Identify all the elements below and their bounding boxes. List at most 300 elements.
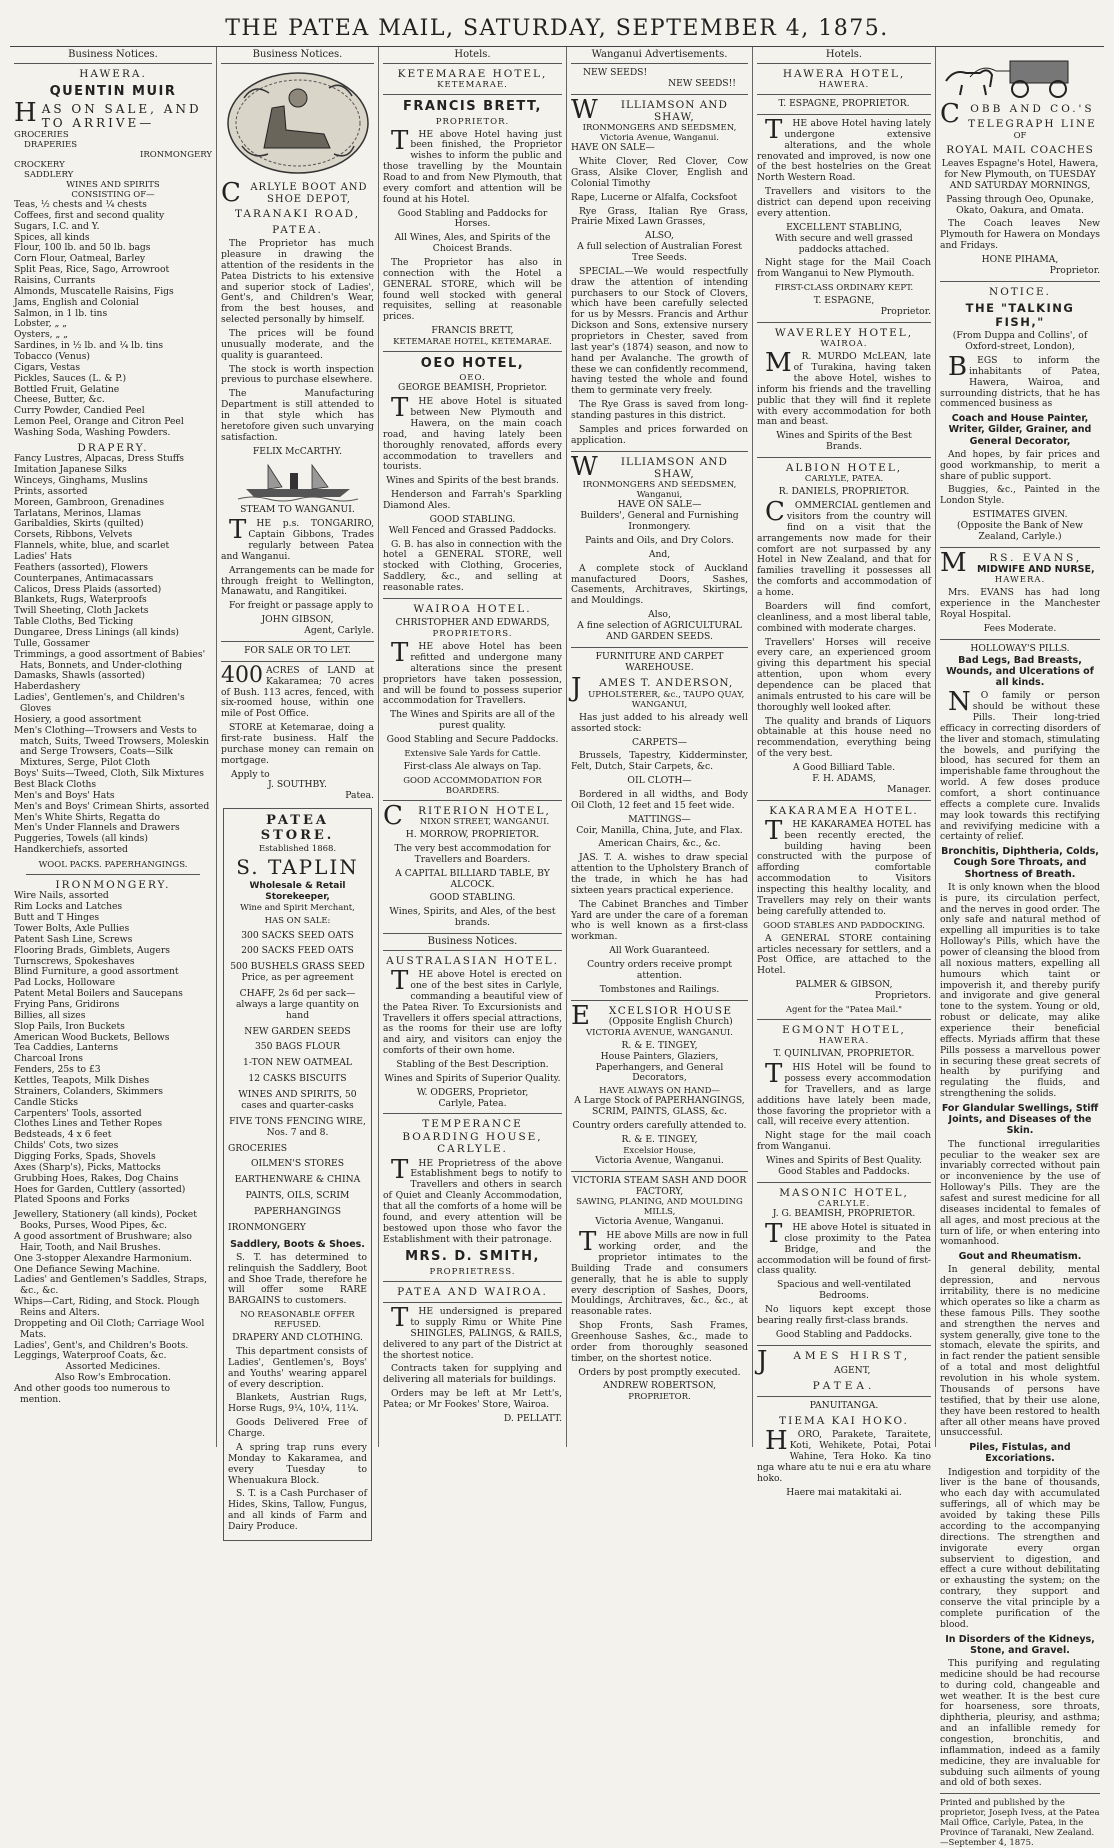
- paragraph: It is only known when the blood is pure, its circulation perfect, and the nerves in good order. The only safe and natural method of expelling all impurities is to take Holloway's Pills, which have the power of cleansing the blood from all noxious matters, expelling all humours which taint or impoverish it, and thereby purify and invigorate and give general tone to the system. Young or old, robust or delicate, may alike experience their beneficial effects. Myriads affirm that these Pills possess a marvellous power in securing these great secrets of health by purifying and regulating the fluids, and strengthening the solids.: [940, 881, 1100, 1100]
- list-item: Rim Locks and Latches: [14, 901, 123, 913]
- signature: FELIX McCARTHY.: [252, 445, 343, 457]
- holloway-heading: Gout and Rheumatism.: [958, 1251, 1082, 1263]
- paragraph: A fine selection of AGRICULTURAL AND GARDEN SEEDS.: [577, 620, 742, 642]
- paragraph: A Large Stock of PAPERHANGINGS, SCRIM, PAINTS, GLASS, &c.: [574, 1095, 745, 1118]
- intro: HAS ON SALE, AND TO ARRIVE—: [14, 97, 202, 130]
- misc-list: [14, 1210, 212, 1405]
- paragraph: Wines and Spirits of the best brands.: [386, 475, 559, 487]
- list-item: Almonds, Muscatelle Raisins, Figs: [14, 285, 174, 297]
- paragraph: A Good Billiard Table.: [792, 761, 895, 773]
- hotel-place: WAIROA.: [820, 339, 868, 350]
- list-item: Garibaldies, Skirts (quilted): [14, 518, 144, 530]
- paragraph: The very best accommodation for Travellers and Boarders.: [394, 842, 551, 865]
- signature: Proprietors.: [874, 989, 931, 1001]
- list-item: Bedsteads, 4 x 6 feet: [14, 1129, 112, 1141]
- paragraph: Orders may be left at Mr Lett's, Patea; or Mr Fookes' Store, Wairoa.: [383, 1388, 562, 1411]
- list-item: One Defiance Sewing Machine.: [14, 1263, 161, 1275]
- list-item: Bottled Fruit, Gelatine: [14, 383, 120, 395]
- paragraph: A complete stock of Auckland manufactured Doors, Sashes, Casements, Architraves, Skirtings, and Mouldings.: [571, 562, 748, 607]
- paragraph: SPECIAL.—We would respectfully draw the attention of intending purchasers to our Stock of Clovers, which have been carefully selected for us by Messrs. Francis and Arthur Dickson and Sons, extensive nursery proprietors in Chester, saved from last year's (1874) season, and now to hand per Avalanche. The growth of these we can confidently recommend, having tested the whole and found them to germinate very freely.: [571, 265, 748, 397]
- hotel-title: ALBION HOTEL,: [785, 461, 903, 474]
- drapery-list: [14, 454, 212, 856]
- paragraph: Good Stabling and Paddocks for Horses.: [397, 207, 548, 230]
- list-item: Assorted Medicines.: [65, 1361, 161, 1373]
- list-item: Carpenters' Tools, assorted: [14, 1107, 142, 1119]
- subheading: CARPETS—: [631, 736, 688, 748]
- paragraph: COMMERCIAL gentlemen and visitors from the country will find on a visit that the arrangements now made for their comfort are not surpassed by any Hotel in New Zealand, and that for families travelling it possesses all the comforts and accommodation of a home.: [757, 497, 931, 599]
- store-category: GROCERIES: [228, 1142, 288, 1154]
- store-has-on-sale: HAS ON SALE:: [264, 915, 331, 926]
- paragraph: Apply to: [231, 768, 270, 780]
- talking-fish-title: THE "TALKING FISH,": [965, 301, 1075, 329]
- store-item: 200 SACKS FEED OATS: [241, 945, 354, 957]
- proprietress-name: MRS. D. SMITH,: [405, 1249, 540, 1265]
- list-item: Prints, assorted: [14, 485, 88, 497]
- paragraph: Country orders carefully attended to.: [572, 1120, 747, 1132]
- list-item: Teas, ½ chests and ¼ chests: [14, 198, 147, 210]
- store-category: PAINTS, OILS, SCRIM: [245, 1190, 350, 1202]
- paragraph: Samples and prices forwarded on application.: [571, 423, 748, 446]
- category: IRONMONGERY: [139, 149, 212, 160]
- paragraph: Brussels, Tapestry, Kidderminster, Felt, Dutch, Stair Carpets, &c.: [571, 750, 748, 773]
- notice-heading: NOTICE.: [989, 285, 1051, 298]
- hotel-place: HAWERA.: [818, 1036, 870, 1047]
- steam-title: STEAM TO WANGANUI.: [240, 504, 355, 516]
- paragraph: The Coach leaves New Plymouth for Hawera on Mondays and Fridays.: [940, 218, 1100, 252]
- signature: W. ODGERS, Proprietor,: [416, 1086, 529, 1098]
- paragraph: This purifying and regulating medicine should be had recourse to during cold, changeable and wet weather. It is the best cure for hoarseness, sore throats, diphtheria, pleurisy, and asthma; and an infallible remedy for congestion, bronchitis, and inflammation, indeed as a family medicine, they are invaluable for subduing such ailments of young and old of both sexes.: [940, 1657, 1100, 1789]
- agent-note: Agent for the "Patea Mail.": [785, 1004, 903, 1015]
- paragraph: Orders by post promptly executed.: [578, 1366, 741, 1378]
- column-5: [752, 47, 935, 1498]
- grocery-list: [14, 200, 212, 439]
- paragraph: The prices will be found unusually moderate, and the quality is guaranteed.: [221, 328, 374, 361]
- drapery-clothing-heading: DRAPERY AND CLOTHING.: [232, 1332, 363, 1344]
- list-item: Wire Nails, assorted: [14, 890, 109, 902]
- hotel-place: KETEMARAE.: [437, 80, 508, 91]
- list-item: Damasks, Shawls (assorted): [14, 670, 146, 682]
- acreage: 400: [221, 662, 263, 688]
- carlyle-title: CARLYLE BOOT AND SHOE DEPOT,: [221, 177, 368, 208]
- paragraph: Extensive Sale Yards for Cattle.: [404, 748, 541, 759]
- holloway-heading: Bad Legs, Bad Breasts, Wounds, and Ulcerations of all kinds.: [946, 654, 1094, 689]
- paragraph: (Opposite the Bank of New Zealand, Carlyle.): [957, 520, 1083, 542]
- store-owner: S. TAPLIN: [236, 854, 359, 879]
- paragraph: Goods Delivered Free of Charge.: [228, 1417, 367, 1440]
- also: ALSO,: [645, 230, 674, 242]
- paragraph: THE undersigned is prepared to supply Rimu or White Pine SHINGLES, PALINGS, & RAILS, delivered to any part of the District at the shortest notice.: [383, 1303, 562, 1361]
- list-item: Also Row's Embrocation.: [54, 1372, 172, 1384]
- list-item: Sardines, in ½ lb. and ¼ lb. tins: [14, 340, 164, 352]
- list-item: Coffees, first and second quality: [14, 209, 165, 221]
- hotel-place: CARLYLE.: [817, 1199, 871, 1210]
- hotel-title: KETEMARAE HOTEL,: [397, 67, 548, 80]
- coach-of: OF: [1013, 130, 1027, 141]
- list-item: Blind Furniture, a good assortment: [14, 966, 179, 978]
- column-header: Business Notices.: [14, 47, 212, 64]
- coach-title: COBB AND CO.'S: [940, 99, 1095, 129]
- list-item: Salmon, in 1 lb. tins: [14, 307, 108, 319]
- paragraph: A full selection of Australian Forest Tree Seeds.: [577, 241, 742, 264]
- paragraph: Passing through Oeo, Opunake, Okato, Oakura, and Omata.: [946, 193, 1094, 216]
- column-header: Business Notices.: [221, 47, 374, 64]
- paragraph: White Clover, Red Clover, Cow Grass, Alsike Clover, English and Colonial Timothy: [571, 156, 748, 189]
- list-item: Childs' Cots, two sizes: [14, 1140, 119, 1152]
- column-header: Hotels.: [383, 47, 562, 64]
- store-item: NEW GARDEN SEEDS: [244, 1025, 351, 1037]
- carlyle-town: PATEA.: [272, 223, 323, 236]
- hotel-title: HAWERA HOTEL,: [782, 67, 906, 80]
- paragraph: GOOD STABLING.: [429, 892, 516, 904]
- paragraph: Contracts taken for supplying and delivering all materials for buildings.: [383, 1363, 562, 1386]
- paragraph: THE above Hotel is situated in close proximity to the Patea Bridge, and the accommodation will be found of first-class quality.: [757, 1218, 931, 1277]
- proprietor: T. ESPAGNE, PROPRIETOR.: [778, 98, 910, 110]
- paragraph: Travellers' Horses will receive every care, an experienced groom giving this department his special attention, upon whom every dependence can be placed that animals entrusted to his care will be thoroughly well looked after.: [757, 636, 931, 713]
- paragraph: Buggies, &c., Painted in the London Style.: [940, 484, 1100, 507]
- paragraph: THE above Hotel is erected on one of the best sites in Carlyle, commanding a beautiful view of the Patea River. To Excursionists and Travellers it offers special attractions, as the rooms for their use are lofty and airy, and visitors can enjoy the comforts of their own home.: [383, 966, 562, 1057]
- list-item: Moreen, Gambroon, Grenadines: [14, 496, 165, 508]
- paragraph: Country orders receive prompt attention.: [587, 959, 732, 981]
- column-4: [566, 47, 752, 1447]
- list-item: Sugars, I.C. and Y.: [14, 220, 100, 232]
- paragraph: American Chairs, &c., &c.: [598, 838, 721, 850]
- paragraph: JAS. T. A. wishes to draw special attention to the Upholstery Branch of the trade, in which he has had sixteen years practical experience.: [571, 852, 748, 896]
- paragraph: Fees Moderate.: [983, 622, 1057, 634]
- list-item: Flour, 100 lb. and 50 lb. bags: [14, 242, 151, 254]
- paragraph: In general debility, mental depression, and nervous irritability, there is no medicine which operates so like a charm as these famous Pills. They soothe and strengthen the nerves and system generally, give tone to the stomach, elevate the spirits, and in fact render the patient sensible of a total and most delightful revolution in his whole system. Thousands of persons have testified, that by their use alone, they have been restored to health after all other means have proved unsuccessful.: [940, 1264, 1100, 1439]
- have-on-sale: HAVE ON SALE—: [617, 499, 702, 511]
- list-item: Oysters, „ „: [14, 329, 68, 341]
- list-item: Ladies', Gent's, and Children's Boots.: [14, 1339, 189, 1351]
- signature: R. & E. TINGEY,: [621, 1133, 698, 1145]
- proprietor: GEORGE BEAMISH, Proprietor.: [397, 382, 548, 394]
- paragraph: THE above Hotel having just been finished, the Proprietor wishes to inform the public and those travelling by the Mountain Road to and from New Plymouth, that every comfort and attention will be found at his Hotel.: [383, 125, 562, 205]
- paragraph: Travellers and visitors to the district can depend upon receiving every attention.: [757, 186, 931, 219]
- firm-sub: UPHOLSTERER, &c., TAUPO QUAY, WANGANUI,: [588, 689, 745, 710]
- proprietor-name: FRANCIS BRETT,: [402, 99, 542, 115]
- list-item: Axes (Sharp's), Picks, Mattocks: [14, 1161, 161, 1173]
- holloway-heading: In Disorders of the Kidneys, Stone, and Gravel.: [945, 1633, 1095, 1656]
- list-item: Cheese, Butter, &c.: [14, 394, 105, 406]
- paragraph: Mrs. EVANS has had long experience in the Manchester Royal Hospital.: [940, 587, 1100, 621]
- store-item: WINES AND SPIRITS, 50 cases and quarter-casks: [238, 1089, 357, 1111]
- sale-text: ACRES of LAND at Kakaramea; 70 acres of Bush. 113 acres, fenced, with six-roomed house, within one mile of Post Office.: [221, 664, 374, 720]
- section-heading: DRAPERY.: [77, 441, 149, 454]
- signature: Manager.: [887, 783, 931, 795]
- coach-royal: ROYAL MAIL COACHES: [946, 143, 1094, 156]
- paragraph: Good Stabling and Secure Paddocks.: [386, 733, 559, 745]
- midwife-role: MIDWIFE AND NURSE,: [977, 564, 1095, 576]
- paragraph: THE KAKARAMEA HOTEL has been recently erected, the building having been constructed with the purpose of affording comfortable accommodation to Visitors inspecting this healthy locality, and Travellers may rely on their wants being carefully attended to.: [757, 815, 931, 917]
- list-item: Tarlatans, Merinos, Llamas: [14, 507, 141, 519]
- paragraph: GOOD STABLES AND PADDOCKING.: [763, 920, 925, 931]
- house-title: TEMPERANCE BOARDING HOUSE, CARLYLE.: [402, 1118, 543, 1156]
- list-item: Puggeries, Towels (all kinds): [14, 833, 148, 845]
- list-item: Patent Metal Boilers and Saucepans: [14, 988, 183, 1000]
- paragraph: Arrangements can be made for through freight to Wellington, Manawatu, and Rangitikei.: [221, 564, 374, 598]
- paragraph: THE p.s. TONGARIRO, Captain Gibbons, Trades regularly between Patea and Wanganui.: [221, 515, 374, 562]
- hotel-title: WAIROA HOTEL.: [413, 602, 532, 615]
- paragraph: NO family or person should be without these Pills. Their long-tried efficacy in correcting disorders of the liver and stomach, stimulating the bowels, and purifying the blood, has secured for them an imperishable fame throughout the world. A few doses produce comfort, a short continuance effects a complete cure. Invalids may look towards this rectifying and revivifying medicine with a certainty of relief.: [940, 687, 1100, 843]
- list-item: Men's Clothing—Trowsers and Vests to match, Suits, Tweed Trowsers, Moleskin and Serge Trowsers, Coats—Silk Mixtures, Serge, Pilot Cloth: [14, 724, 209, 769]
- hotel-title: EGMONT HOTEL,: [782, 1023, 906, 1036]
- paragraph: The stock is worth inspection previous to purchase elsewhere.: [221, 363, 374, 386]
- signature: D. PELLATT.: [503, 1412, 562, 1424]
- list-item: Pad Locks, Holloware: [14, 977, 116, 989]
- list-item: Grubbing Hoes, Rakes, Dog Chains: [14, 1172, 179, 1184]
- list-item: Leggings, Waterproof Coats, &c.: [14, 1350, 167, 1362]
- masthead: THE PATEA MAIL, SATURDAY, SEPTEMBER 4, 1875.: [225, 16, 889, 41]
- list-item: Pickles, Sauces (L. & P.): [14, 372, 127, 384]
- paragraph: THE above Hotel is situated between New Plymouth and Hawera, on the main coach road, and having lately been thoroughly renovated, affords every accommodation to travellers and tourists.: [383, 393, 562, 473]
- paragraph: Wines and Spirits of the Best Brands.: [776, 430, 912, 453]
- paragraph: The Proprietor has also in connection with the Hotel a GENERAL STORE, which will be found well stocked with general requisites, selling at reasonable prices.: [383, 256, 562, 323]
- subheading: OIL CLOTH—: [627, 775, 692, 787]
- paragraph: The Wines and Spirits are all of the purest quality.: [390, 709, 555, 732]
- list-item: Ladies', Gentlemen's, and Children's Gloves: [14, 692, 185, 714]
- column-2: [216, 47, 378, 1532]
- column-header: Hotels.: [757, 47, 931, 64]
- paragraph: THE above Hotel having lately undergone extensive alterations, and the whole renovated and improved, is now one of the best hostelries on the Great North Western Road.: [757, 115, 931, 184]
- signature: Proprietor.: [880, 305, 931, 317]
- list-item: Hoes for Garden, Cuttlery (assorted): [14, 1183, 186, 1195]
- signature: Agent, Carlyle.: [304, 625, 374, 637]
- firm-title: WILLIAMSON AND SHAW,: [571, 451, 728, 482]
- paragraph: First-class Ale always on Tap.: [403, 760, 542, 772]
- agent-name: JAMES HIRST,: [757, 1345, 912, 1376]
- hotel-title: WAVERLEY HOTEL,: [774, 326, 914, 339]
- paragraph: Good Stabling and Paddocks.: [775, 1328, 913, 1340]
- firm-sub: IRONMONGERS AND SEEDSMEN, Wanganui,: [582, 480, 737, 501]
- paragraph: S. T. is a Cash Purchaser of Hides, Skins, Tallow, Fungus, and all kinds of Farm and Dairy Produce.: [228, 1488, 367, 1532]
- list-item: Men's and Boys' Crimean Shirts, assorted: [14, 800, 210, 812]
- list-item: Hosiery, a good assortment: [14, 713, 142, 725]
- signature: HONE PIHAMA,: [981, 254, 1059, 266]
- coach-sub: TELEGRAPH LINE: [968, 118, 1097, 131]
- and: And,: [648, 548, 671, 560]
- signature: JOHN GIBSON,: [261, 614, 334, 626]
- paragraph: Rye Grass, Italian Rye Grass, Prairie Mixed Lawn Grasses,: [571, 205, 748, 228]
- paragraph: No liquors kept except those bearing really first-class brands.: [757, 1303, 931, 1326]
- signature: T. ESPAGNE,: [813, 295, 875, 307]
- list-item: Ladies' and Gentlemen's Saddles, Straps, &c., &c.: [14, 1274, 208, 1297]
- paragraph: STORE at Ketemarae, doing a first-rate business. Half the purchase money can remain on mortgage.: [221, 722, 374, 766]
- holloway-heading: Piles, Fistulas, and Excoriations.: [969, 1442, 1071, 1465]
- paragraph: All Wines, Ales, and Spirits of the Choicest Brands.: [394, 232, 551, 255]
- maori-notice-sub: TIEMA KAI HOKO.: [779, 1414, 909, 1427]
- list-item: Charcoal Irons: [14, 1053, 84, 1065]
- list-item: Strainers, Colanders, Skimmers: [14, 1085, 164, 1097]
- list-item: Men's White Shirts, Regatta do: [14, 811, 160, 823]
- store-item: FIVE TONS FENCING WIRE, Nos. 7 and 8.: [229, 1115, 366, 1138]
- paragraph: With secure and well grassed paddocks attached.: [775, 232, 913, 255]
- list-item: Raisins, Currants: [14, 274, 96, 286]
- paragraph: Tombstones and Railings.: [599, 983, 720, 995]
- category: GROCERIES: [14, 129, 69, 140]
- boot-emblem-illustration: [224, 68, 372, 178]
- printer-imprint: Printed and published by the proprietor, Joseph Ivess, at the Patea Mail Office, Carlyle, Patea, in the Province of Taranaki, New Zealand.—September 4, 1875.: [940, 1798, 1100, 1848]
- paragraph: Builders', General and Furnishing Ironmongery.: [580, 510, 739, 533]
- list-item: Winceys, Ginghams, Muslins: [14, 474, 148, 486]
- list-item: Tower Bolts, Axle Pullies: [14, 922, 130, 934]
- paragraph: Blankets, Austrian Rugs, Horse Rugs, 9¼, 10¼, 11¼.: [228, 1392, 367, 1415]
- list-item: And other goods too numerous to mention.: [14, 1383, 171, 1405]
- list-item: Cigars, Vestas: [14, 361, 81, 373]
- hotel-title: CRITERION HOTEL,: [383, 800, 551, 831]
- merchant-name: QUENTIN MUIR: [49, 84, 177, 100]
- paragraph: Wines and Spirits of Best Quality.: [766, 1154, 922, 1166]
- paragraph: ESTIMATES GIVEN.: [972, 509, 1068, 521]
- signature: PROPRIETOR.: [628, 1392, 691, 1403]
- list-item: Clothes Lines and Tether Ropes: [14, 1118, 163, 1130]
- section-heading: IRONMONGERY.: [55, 879, 171, 892]
- columns: [10, 46, 1104, 1848]
- list-item: Tea Caddies, Lanterns: [14, 1042, 119, 1054]
- category: WINES AND SPIRITS: [66, 179, 160, 190]
- signature: Victoria Avenue, Wanganui.: [595, 1154, 724, 1166]
- paragraph: Bordered in all widths, and Body Oil Cloth, 12 feet and 15 feet wide.: [571, 789, 748, 811]
- store-item: 350 BAGS FLOUR: [254, 1041, 341, 1053]
- list-item: Twill Sheeting, Cloth Jackets: [14, 605, 149, 617]
- factory-sub: SAWING, PLANING, AND MOULDING MILLS,: [576, 1197, 743, 1218]
- paragraph: This department consists of Ladies', Gentlemen's, Boys' and Youths' wearing apparel of every description.: [228, 1346, 367, 1390]
- signature: Patea.: [345, 790, 374, 802]
- proprietors-label: PROPRIETORS.: [432, 629, 513, 640]
- paragraph: EXCELLENT STABLING,: [786, 221, 902, 233]
- subheading: MATTINGS—: [628, 813, 691, 825]
- list-item: Calicos, Dress Plaids (assorted): [14, 583, 162, 595]
- paragraph: Rape, Lucerne or Alfalfa, Cocksfoot: [571, 191, 738, 203]
- column-header: Wanganui Advertisements.: [571, 47, 748, 64]
- hotel-street: NIXON STREET, WANGANUI.: [419, 817, 550, 828]
- signature: F. H. ADAMS,: [812, 772, 876, 784]
- store-category: EARTHENWARE & CHINA: [234, 1174, 361, 1186]
- maori-notice-title: PANUITANGA.: [809, 1400, 879, 1412]
- paragraph: Indigestion and torpidity of the liver is the bane of thousands, who each day with accumulated sufferings, all of which may be avoided by taking these Pills according to the accompanying directions. The strengthen and invigorate every organ subservient to digestion, and effect a cure without debilitating or exhausting the system; on the contrary, they support and conserve the vital principle by a complete purification of the blood.: [940, 1466, 1100, 1630]
- paragraph: The Manufacturing Department is still attended to in that style which has heretofore given such unvarying satisfaction.: [221, 388, 374, 443]
- proprietress-label: PROPRIETRESS.: [429, 1266, 516, 1277]
- store-item: 300 SACKS SEED OATS: [241, 929, 354, 941]
- column-1: [10, 47, 216, 1447]
- agent-label: AGENT,: [834, 1364, 871, 1376]
- store-item: 1-TON NEW OATMEAL: [243, 1057, 352, 1069]
- store-trade: Wholesale & Retail Storekeeper,: [249, 881, 346, 902]
- signature: FRANCIS BRETT,: [431, 325, 514, 337]
- store-arc-title: PATEA STORE.: [260, 813, 335, 844]
- signature: ANDREW ROBERTSON,: [602, 1380, 717, 1392]
- list-item: Slop Pails, Iron Buckets: [14, 1020, 125, 1032]
- list-item: Jams, English and Colonial: [14, 296, 139, 308]
- paragraph: GOOD ACCOMMODATION FOR BOARDERS.: [403, 775, 542, 796]
- signature: Carlyle, Patea.: [438, 1097, 507, 1109]
- list-item: American Wood Buckets, Bellows: [14, 1031, 170, 1043]
- paragraph: S. T. has determined to relinquish the Saddlery, Boot and Shoe Trade, therefore he will offer some RARE BARGAINS to customers.: [228, 1251, 367, 1307]
- signature: Proprietor.: [1049, 264, 1100, 276]
- coach-illustration: [940, 51, 1100, 99]
- category: CROCKERY: [14, 159, 65, 170]
- paragraph: A spring trap runs every Monday to Kakaramea, and every Tuesday to Whenuakura Block.: [228, 1441, 367, 1486]
- firm-sub: IRONMONGERS AND SEEDSMEN, Victoria Avenue, Wanganui.: [582, 123, 737, 144]
- paragraph: Stabling of the Best Description.: [396, 1059, 549, 1071]
- list-item: Men's and Boys' Hats: [14, 789, 115, 801]
- hotel-place: CARLYLE, PATEA.: [804, 474, 884, 485]
- paragraph: Night stage for the Mail Coach from Wanganui to New Plymouth.: [757, 257, 931, 280]
- house-address: VICTORIA AVENUE, WANGANUI.: [586, 1027, 733, 1038]
- paragraph: HORO, Parakete, Taraitete, Koti, Wehikete, Potai, Potai Wahine, Tera Hoko. Ka tino nga whare atu te nui e era atu whare hoko.: [757, 1426, 931, 1484]
- saddlery-heading: Saddlery, Boots & Shoes.: [230, 1238, 365, 1250]
- list-item: Split Peas, Rice, Sago, Arrowroot: [14, 264, 170, 276]
- list-item: One 3-stopper Alexandre Harmonium.: [14, 1252, 192, 1264]
- house-sub: (Opposite English Church): [608, 1016, 733, 1027]
- store-category: IRONMONGERY: [228, 1221, 306, 1233]
- ironmongery-list: [14, 891, 212, 1206]
- paragraph: A CAPITAL BILLIARD TABLE, BY ALCOCK.: [395, 867, 550, 890]
- paragraph: FIRST-CLASS ORDINARY KEPT.: [774, 283, 914, 294]
- list-item: Boys' Suits—Tweed, Cloth, Silk Mixtures: [14, 768, 204, 780]
- list-item: Dungaree, Dress Linings (all kinds): [14, 626, 180, 638]
- advert-title: PATEA AND WAIROA.: [397, 1285, 548, 1298]
- section-header: Business Notices.: [383, 933, 562, 951]
- list-item: Plated Spoons and Forks: [14, 1194, 130, 1206]
- hotel-title: OEO HOTEL,: [420, 356, 525, 372]
- paragraph: Wines and Spirits of Superior Quality.: [384, 1072, 561, 1084]
- seeds-line: NEW SEEDS!: [583, 66, 648, 78]
- proprietor: R. DANIELS, PROPRIETOR.: [778, 486, 910, 498]
- firm-title: WILLIAMSON AND SHAW,: [571, 94, 728, 125]
- paragraph: G. B. has also in connection with the hotel a GENERAL STORE, well stocked with Clothing, Groceries, Saddlery, &c., and selling at reasonable rates.: [383, 538, 562, 593]
- talking-fish-from: (From Duppa and Collins', of Oxford-street, London),: [952, 330, 1088, 353]
- list-item: Kettles, Teapots, Milk Dishes: [14, 1075, 150, 1086]
- place-heading: HAWERA.: [79, 67, 147, 80]
- proprietor: J. G. BEAMISH, PROPRIETOR.: [772, 1208, 916, 1220]
- store-category: OILMEN'S STORES: [250, 1158, 345, 1170]
- list-item: Flannels, white, blue, and scarlet: [14, 540, 170, 552]
- store-item: CHAFF, 2s 6d per sack—always a large quantity on hand: [235, 988, 360, 1021]
- list-item: Jewellery, Stationery (all kinds), Pocket Books, Purses, Wood Pipes, &c.: [14, 1209, 197, 1232]
- list-item: Washing Soda, Washing Powders.: [14, 426, 171, 438]
- have-on-sale: HAVE ON SALE—: [571, 142, 655, 154]
- proprietor: T. QUINLIVAN, PROPRIETOR.: [773, 1048, 915, 1060]
- holloway-heading: Bronchitis, Diphtheria, Colds, Cough Sore Throats, and Shortness of Breath.: [941, 846, 1099, 880]
- paragraph: GOOD STABLING.: [429, 513, 516, 525]
- paragraph: Coir, Manilla, China, Jute, and Flax.: [576, 824, 743, 836]
- column-6: [935, 47, 1104, 1848]
- paragraph: All Work Guaranteed.: [609, 945, 710, 957]
- trade-description: Coach and House Painter, Writer, Gilder, Grainer, and General Decorator,: [948, 413, 1092, 447]
- also: Also,: [648, 609, 671, 621]
- paragraph: Haere mai matakitaki ai.: [786, 1486, 902, 1498]
- paragraph: Wines, Spirits, and Ales, of the best brands.: [389, 906, 556, 929]
- paragraph: Leaves Espagne's Hotel, Hawera, for New Plymouth, on TUESDAY AND SATURDAY MORNINGS,: [941, 158, 1099, 191]
- holloway-heading: For Glandular Swellings, Stiff Joints, and Diseases of the Skin.: [941, 1103, 1099, 1137]
- signature: J. SOUTHBY.: [268, 779, 327, 791]
- no-refuse: NO REASONABLE OFFER REFUSED.: [240, 1310, 355, 1331]
- list-item: Fancy Lustres, Alpacas, Dress Stuffs: [14, 453, 185, 465]
- house-title: EXCELSIOR HOUSE: [571, 1000, 733, 1031]
- seeds-line: NEW SEEDS!!: [668, 77, 736, 89]
- paragraph: THE above Hotel has been refitted and undergone many alterations since the present proprietors have taken possession, and will be found to possess superior accommodation for Travellers.: [383, 638, 562, 707]
- have-on-hand: HAVE ALWAYS ON HAND—: [599, 1086, 720, 1097]
- list-item: Imitation Japanese Silks: [14, 464, 127, 476]
- paragraph: Boarders will find comfort, cleanliness, and a most liberal table, combined with moderate charges.: [757, 600, 931, 634]
- paragraph: THE Proprietress of the above Establishment begs to notify to Travellers and others in search of Quiet and Cleanly Accommodation, that all the comforts of a home will be found, and every attention will be bestowed upon those who favor the Establishment with their patronage.: [383, 1154, 562, 1245]
- list-item: Lemon Peel, Orange and Citron Peel: [14, 416, 184, 428]
- consisting-label: CONSISTING OF—: [71, 189, 155, 200]
- paragraph: Has just added to his already well assorted stock:: [571, 711, 748, 734]
- categories: [14, 130, 212, 190]
- proprietor-label: PROPRIETOR.: [435, 116, 510, 127]
- signature: PALMER & GIBSON,: [795, 979, 893, 991]
